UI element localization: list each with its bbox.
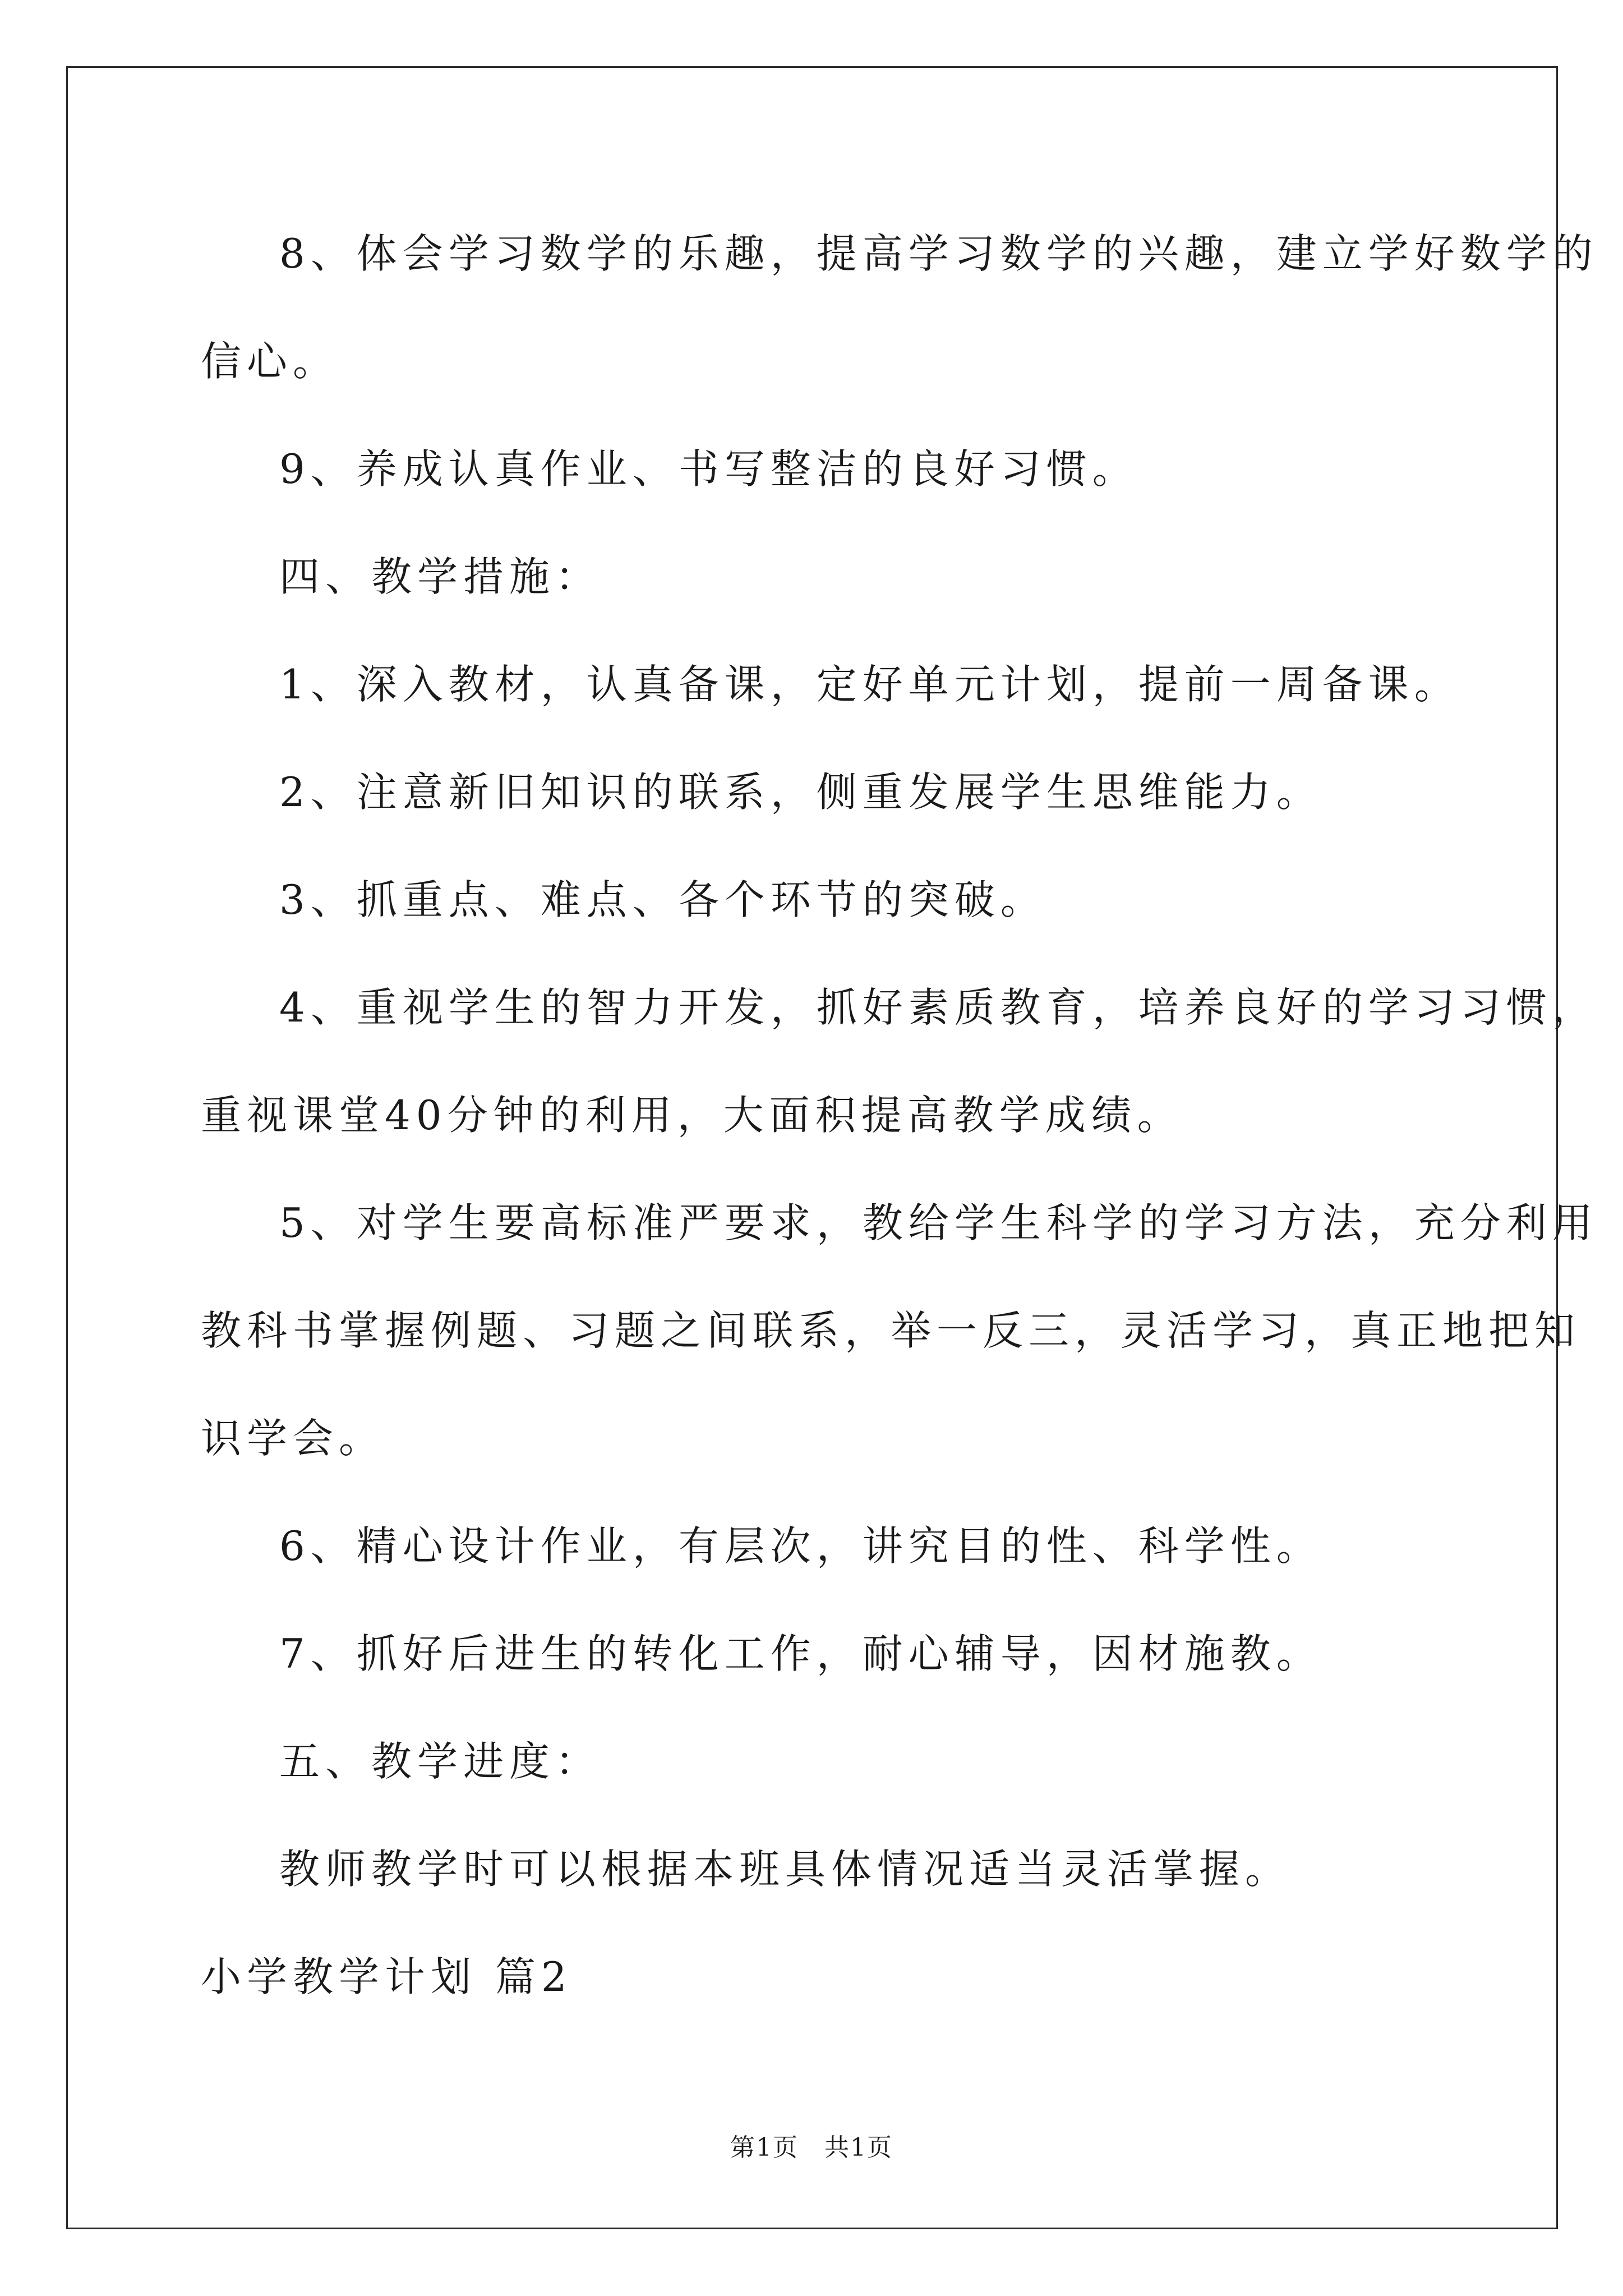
section-heading: 四、教学措施： (279, 553, 602, 600)
paragraph-line: 4、重视学生的智力开发，抓好素质教育，培养良好的学习习惯， (279, 984, 1598, 1031)
paragraph-line: 8、体会学习数学的乐趣，提高学习数学的兴趣，建立学好数学的 (279, 230, 1598, 277)
paragraph-line: 识学会。 (201, 1415, 385, 1462)
document-title: 小学教学计划 篇2 (201, 1953, 573, 2000)
paragraph-line: 重视课堂40分钟的利用，大面积提高教学成绩。 (201, 1092, 1183, 1139)
paragraph-line: 1、深入教材，认真备课，定好单元计划，提前一周备课。 (279, 661, 1460, 708)
paragraph-line: 7、抓好后进生的转化工作，耐心辅导，因材施教。 (279, 1630, 1322, 1677)
paragraph-line: 教师教学时可以根据本班具体情况适当灵活掌握。 (279, 1846, 1292, 1893)
paragraph-line: 5、对学生要高标准严要求，教给学生科学的学习方法，充分利用 (279, 1199, 1598, 1246)
paragraph-line: 教科书掌握例题、习题之间联系，举一反三，灵活学习，真正地把知 (201, 1307, 1581, 1354)
paragraph-line: 6、精心设计作业，有层次，讲究目的性、科学性。 (279, 1522, 1322, 1570)
paragraph-line: 9、养成认真作业、书写整洁的良好习惯。 (279, 445, 1138, 493)
page-footer: 第1页 共1页 (730, 2133, 893, 2162)
paragraph-line: 信心。 (201, 338, 339, 385)
page-border (66, 66, 1558, 2229)
paragraph-line: 2、注意新旧知识的联系，侧重发展学生思维能力。 (279, 769, 1322, 816)
paragraph-line: 3、抓重点、难点、各个环节的突破。 (279, 876, 1046, 923)
section-heading: 五、教学进度： (279, 1738, 602, 1785)
